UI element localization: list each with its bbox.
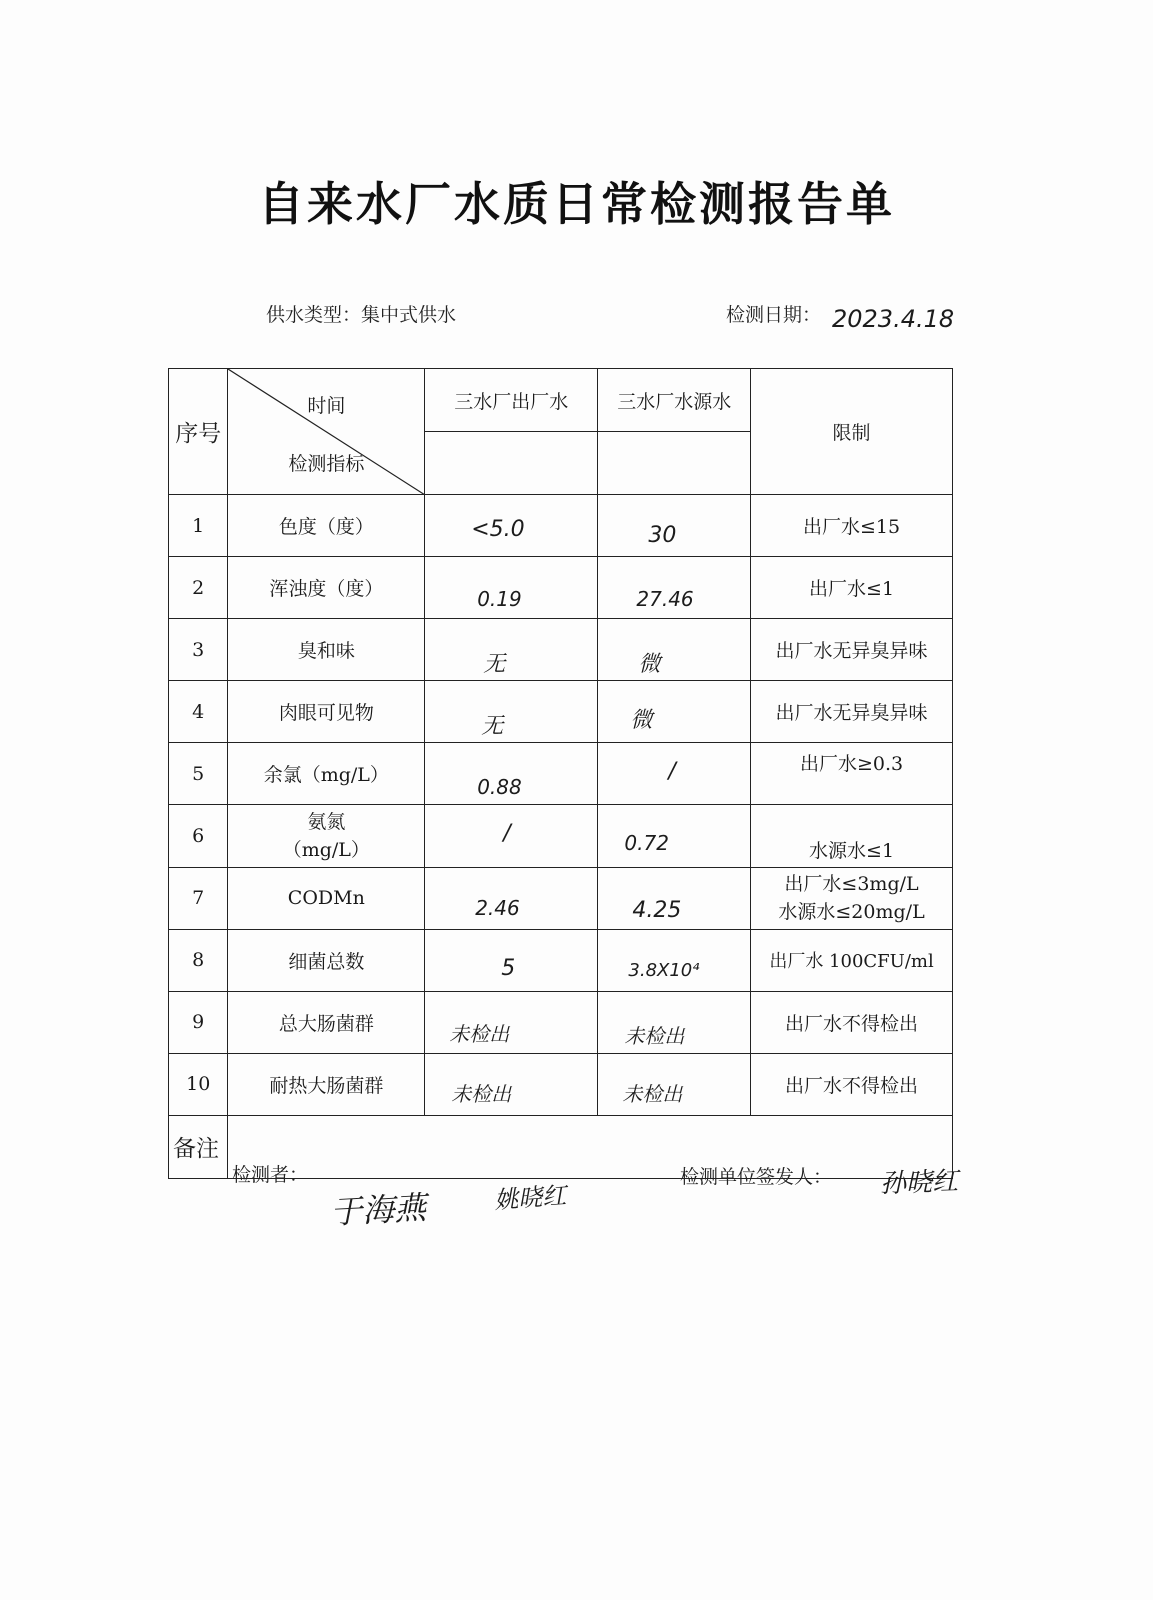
outlet-value-cell <box>425 681 598 743</box>
indicator-name-cell <box>228 805 425 867</box>
outlet-value-cell <box>425 495 598 557</box>
document-title: 自来水厂水质日常检测报告单 <box>258 177 895 231</box>
col-header-source: 三水厂水源水 <box>598 369 751 432</box>
outlet-value-cell <box>425 619 598 681</box>
limit-value: 出厂水≤15 <box>751 495 953 557</box>
test-date-value: 2023.4.18 <box>832 305 955 333</box>
source-value: 27.46 <box>636 587 694 612</box>
source-value: 30 <box>648 523 677 549</box>
indicator-name: 总大肠菌群 <box>228 991 425 1053</box>
indicator-name: CODMn <box>228 867 425 929</box>
table-row <box>169 1053 953 1115</box>
source-value-cell <box>598 619 751 681</box>
table-row <box>169 681 953 743</box>
outlet-value: 未检出 <box>451 1081 512 1106</box>
table-row <box>169 619 953 681</box>
remarks-value <box>228 1115 953 1178</box>
tester-signature-1: 于海燕 <box>329 1188 428 1232</box>
col-header-limit: 限制 <box>751 369 953 495</box>
indicator-name: 余氯（mg/L） <box>228 743 425 805</box>
source-value: 4.25 <box>632 897 682 923</box>
diagonal-header-cell <box>228 369 425 495</box>
row-number: 2 <box>169 557 228 619</box>
outlet-value-cell <box>425 805 598 867</box>
outlet-value: 0.88 <box>477 775 522 800</box>
supply-type-value: 集中式供水 <box>361 304 457 326</box>
source-value-cell <box>598 991 751 1053</box>
source-value: 未检出 <box>622 1081 683 1106</box>
row-number: 10 <box>169 1053 228 1115</box>
outlet-value: <5.0 <box>471 517 525 543</box>
limit-value: 出厂水≤3mg/L <box>784 873 919 896</box>
limit-value-2: 水源水≤20mg/L <box>778 901 925 924</box>
indicator-name: 氨氮 <box>307 811 346 833</box>
table-row <box>169 743 953 805</box>
source-value-cell <box>598 805 751 867</box>
table-row <box>169 867 953 929</box>
row-number: 8 <box>169 929 228 991</box>
limit-value: 水源水≤1 <box>751 805 953 867</box>
row-number: 5 <box>169 743 228 805</box>
source-value-cell <box>598 929 751 991</box>
test-date-label: 检测日期： <box>726 304 822 326</box>
limit-value: 出厂水≤1 <box>751 557 953 619</box>
indicator-name: 臭和味 <box>228 619 425 681</box>
outlet-subheader-empty <box>425 432 598 495</box>
limit-value: 出厂水不得检出 <box>751 1053 953 1115</box>
indicator-unit: （mg/L） <box>282 839 370 861</box>
limit-value-cell <box>751 867 953 929</box>
source-value-cell <box>598 681 751 743</box>
supply-type <box>266 300 456 327</box>
source-value: 0.72 <box>624 831 669 856</box>
outlet-value-cell <box>425 929 598 991</box>
source-value-cell <box>598 867 751 929</box>
source-value-cell <box>598 743 751 805</box>
limit-value: 出厂水≥0.3 <box>751 743 953 805</box>
supply-type-label: 供水类型： <box>266 304 362 326</box>
table-row <box>169 805 953 867</box>
outlet-value: 无 <box>483 652 506 678</box>
tester-label: 检测者： <box>232 1164 309 1186</box>
remarks-label: 备注 <box>169 1115 228 1178</box>
outlet-value-cell <box>425 1053 598 1115</box>
outlet-value: 无 <box>481 714 504 740</box>
issuer-label: 检测单位签发人： <box>680 1166 833 1188</box>
table-row <box>169 557 953 619</box>
indicator-name: 浑浊度（度） <box>228 557 425 619</box>
source-value: 微 <box>638 652 661 678</box>
source-value: 3.8X10⁴ <box>628 959 700 981</box>
outlet-value: / <box>503 821 511 847</box>
row-number: 3 <box>169 619 228 681</box>
table-row <box>169 929 953 991</box>
source-value: 微 <box>630 708 653 734</box>
outlet-value: 未检出 <box>449 1021 510 1046</box>
outlet-value-cell <box>425 867 598 929</box>
row-number: 6 <box>169 805 228 867</box>
inspection-table <box>168 368 953 1179</box>
source-value: / <box>668 759 676 785</box>
row-number: 9 <box>169 991 228 1053</box>
limit-value: 出厂水无异臭异味 <box>751 681 953 743</box>
limit-value: 出厂水无异臭异味 <box>751 619 953 681</box>
limit-value: 出厂水 100CFU/ml <box>751 929 953 991</box>
source-value: 未检出 <box>624 1023 685 1048</box>
indicator-name: 细菌总数 <box>228 929 425 991</box>
row-number: 7 <box>169 867 228 929</box>
issuer-signature: 孙晓红 <box>879 1166 959 1200</box>
outlet-value-cell <box>425 557 598 619</box>
outlet-value: 2.46 <box>475 895 520 920</box>
seq-header: 序号 <box>169 369 228 495</box>
indicator-name: 耐热大肠菌群 <box>228 1053 425 1115</box>
outlet-value: 0.19 <box>477 587 522 612</box>
source-value-cell <box>598 557 751 619</box>
row-number: 4 <box>169 681 228 743</box>
outlet-value-cell <box>425 991 598 1053</box>
limit-value: 出厂水不得检出 <box>751 991 953 1053</box>
table-row <box>169 991 953 1053</box>
outlet-value-cell <box>425 743 598 805</box>
source-value-cell <box>598 495 751 557</box>
table-row <box>169 495 953 557</box>
indicator-name: 色度（度） <box>228 495 425 557</box>
outlet-value: 5 <box>501 955 516 981</box>
col-header-outlet: 三水厂出厂水 <box>425 369 598 432</box>
source-subheader-empty <box>598 432 751 495</box>
diag-header-indicator: 检测指标 <box>288 453 365 476</box>
row-number: 1 <box>169 495 228 557</box>
diag-header-time: 时间 <box>307 395 346 417</box>
source-value-cell <box>598 1053 751 1115</box>
tester-signature-2: 姚晓红 <box>493 1181 568 1215</box>
indicator-name: 肉眼可见物 <box>228 681 425 743</box>
